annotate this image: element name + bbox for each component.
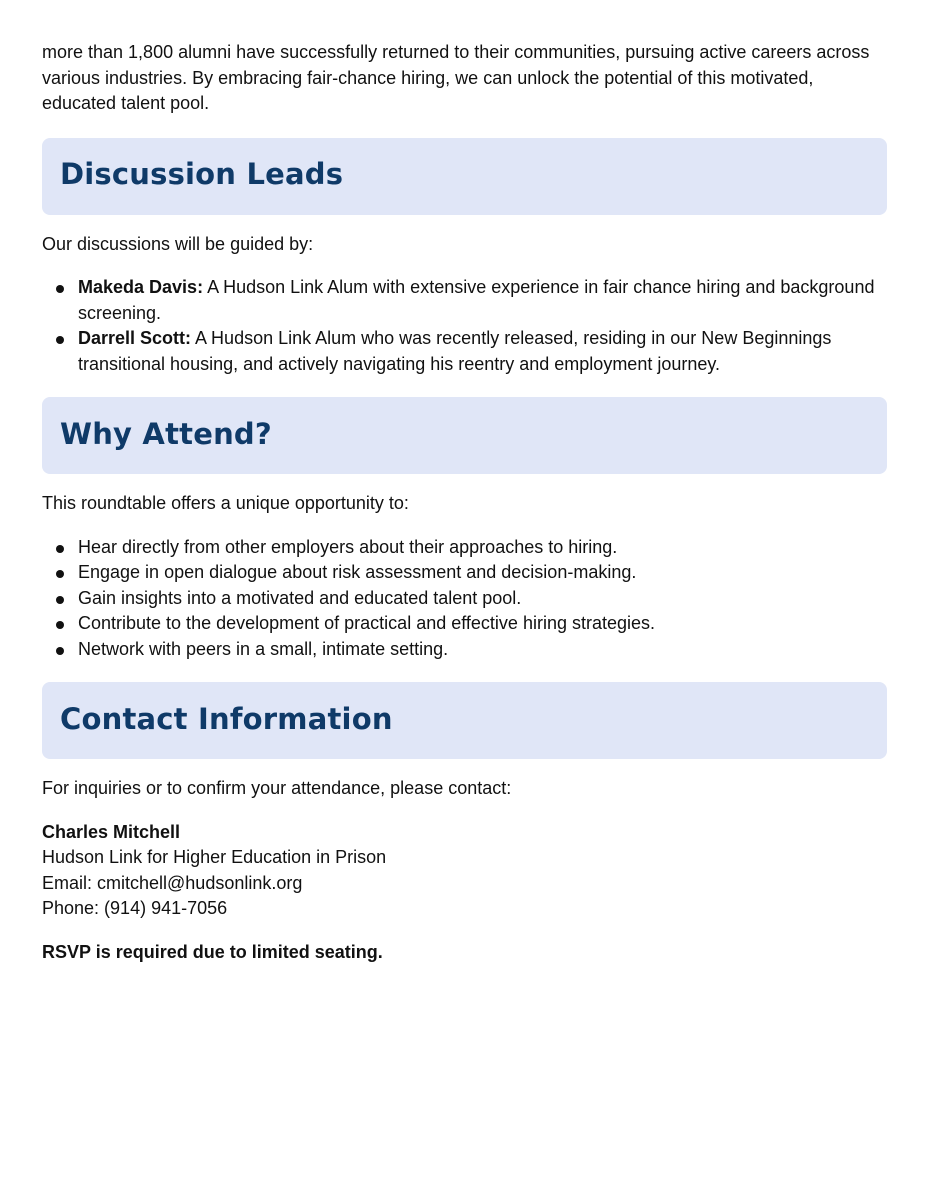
document-page — [42, 40, 887, 965]
lead-description: A Hudson Link Alum who was recently released, residing in our New Beginnings transitional housing, and actively navigating his reentry and employment journey. — [78, 328, 832, 374]
contact-section — [42, 682, 887, 965]
contact-intro: For inquiries or to confirm your attendance, please contact: — [42, 778, 512, 798]
list-item: Gain insights into a motivated and educated talent pool. — [78, 586, 887, 612]
lead-name: Darrell Scott: — [78, 328, 192, 348]
list-item: Network with peers in a small, intimate setting. — [78, 637, 887, 663]
rsvp-note: RSVP is required due to limited seating. — [42, 941, 383, 962]
intro-paragraph: more than 1,800 alumni have successfully returned to their communities, pursuing active careers across various industries. By embracing fair-chance hiring, we can unlock the potential of this motivated, educated talent pool. — [42, 42, 870, 113]
contact-name: Charles Mitchell — [42, 821, 181, 842]
why-attend-heading: Why Attend? — [60, 416, 272, 451]
why-attend-header — [42, 397, 887, 474]
contact-email: Email: cmitchell@hudsonlink.org — [42, 872, 303, 893]
list-item: Hear directly from other employers about their approaches to hiring. — [78, 535, 887, 561]
lead-description: A Hudson Link Alum with extensive experience in fair chance hiring and background screening. — [78, 277, 875, 323]
list-item — [78, 326, 887, 377]
list-item — [78, 275, 887, 326]
why-attend-intro: This roundtable offers a unique opportunity to: — [42, 493, 409, 513]
discussion-leads-section — [42, 138, 887, 378]
discussion-leads-heading: Discussion Leads — [60, 157, 344, 192]
list-item: Engage in open dialogue about risk assessment and decision-making. — [78, 560, 887, 586]
why-attend-list — [42, 535, 887, 663]
list-item: Contribute to the development of practical and effective hiring strategies. — [78, 611, 887, 637]
discussion-leads-intro: Our discussions will be guided by: — [42, 233, 314, 254]
why-attend-section — [42, 397, 887, 662]
contact-organization: Hudson Link for Higher Education in Prison — [42, 847, 387, 867]
contact-details — [42, 820, 887, 922]
discussion-leads-header — [42, 138, 887, 215]
discussion-leads-list — [42, 275, 887, 377]
lead-name: Makeda Davis: — [78, 277, 204, 297]
contact-header — [42, 682, 887, 759]
contact-heading: Contact Information — [60, 701, 393, 736]
contact-phone: Phone: (914) 941-7056 — [42, 898, 228, 918]
